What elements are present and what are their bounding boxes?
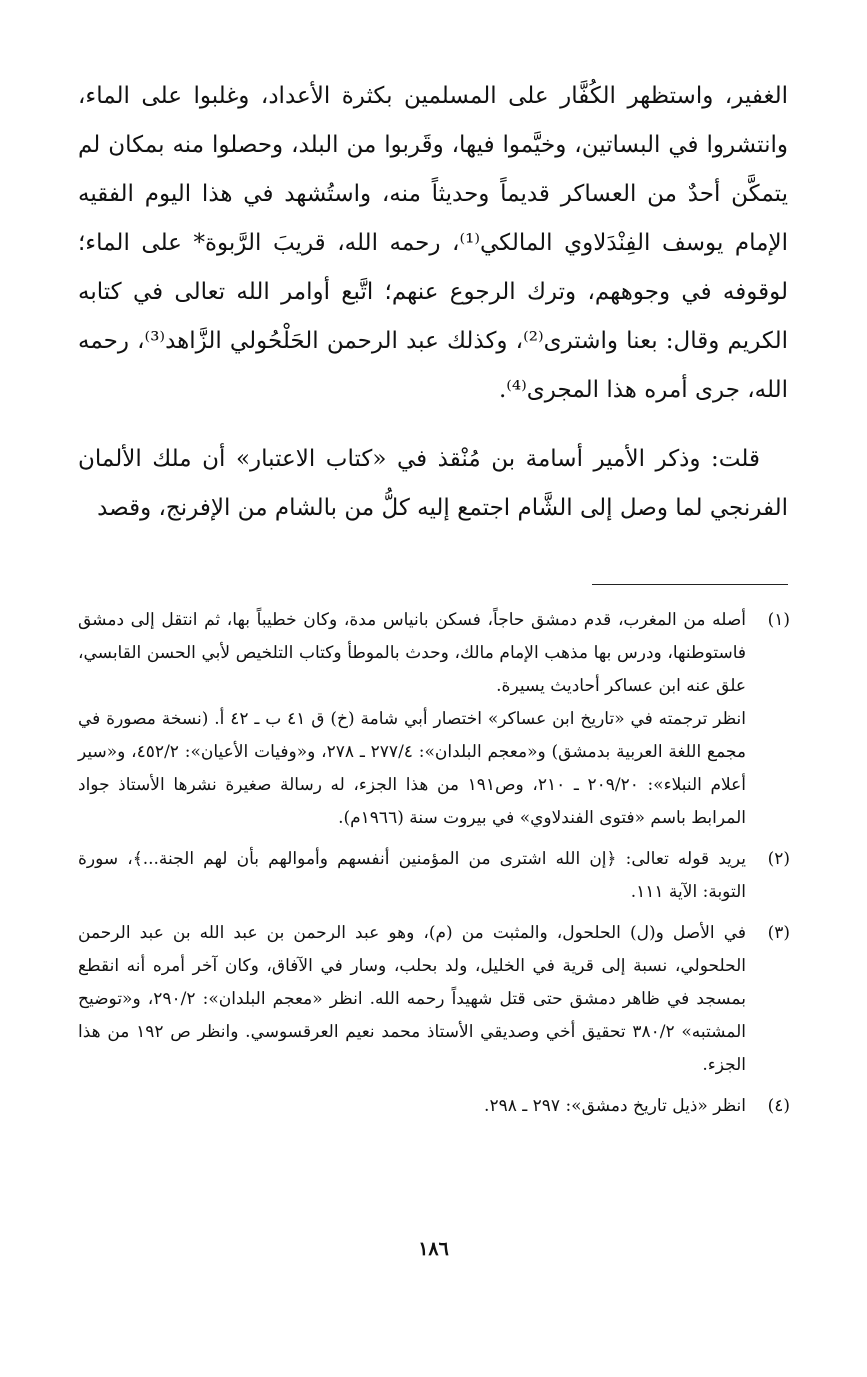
footnote-separator bbox=[592, 584, 788, 585]
footnotes bbox=[78, 604, 790, 1123]
footnote-1 bbox=[78, 604, 790, 835]
footnote-text: يريد قوله تعالى: ﴿إن الله اشترى من المؤمنين أنفسهم وأموالهم بأن لهم الجنة...﴾، سورة التوبة: الآية ١١١. bbox=[78, 849, 746, 902]
footnote-text: انظر «ذيل تاريخ دمشق»: ٢٩٧ ـ ٢٩٨. bbox=[484, 1096, 746, 1116]
footnote-text: أصله من المغرب، قدم دمشق حاجاً، فسكن بانياس مدة، وكان خطيباً بها، ثم انتقل إلى دمشق فاستوطنها، ودرس بها مذهب الإمام مالك، وحدث بالموطأ وكتاب التلخيص لأبي الحسن القابسي، علق عنه ابن عساكر أحاديث يسيرة. bbox=[78, 610, 746, 696]
footnote-3 bbox=[78, 917, 790, 1082]
footnote-number: (٢) bbox=[767, 849, 790, 869]
page-number: ١٨٦ bbox=[418, 1238, 449, 1260]
footnote-4 bbox=[78, 1090, 790, 1123]
paragraph-1: الغفير، واستظهر الكُفَّار على المسلمين بكثرة الأعداد، وغلبوا على الماء، وانتشروا في البساتين، وخيَّموا فيها، وقَربوا من البلد، وحصلوا منه بمكان لم يتمكَّن أحدٌ من العساكر قديماً وحديثاً منه، واستُشهد في هذا اليوم الفقيه الإمام يوسف الفِنْدَلاوي المالكي⁽¹⁾، رحمه الله، قريبَ الرَّبوة* على الماء؛ لوقوفه في وجوههم، وترك الرجوع عنهم؛ اتَّبع أوامر الله تعالى في كتابه الكريم وقال: بعنا واشترى⁽²⁾، وكذلك عبد الرحمن الحَلْحُولي الزَّاهد⁽³⁾، رحمه الله، جرى أمره هذا المجرى⁽⁴⁾. bbox=[78, 83, 788, 403]
footnote-2 bbox=[78, 843, 790, 909]
footnote-number: (١) bbox=[767, 610, 790, 630]
paragraph-2: قلت: وذكر الأمير أسامة بن مُنْقذ في «كتاب الاعتبار» أن ملك الألمان الفرنجي لما وصل إلى الشَّام اجتمع إليه كلُّ من بالشام من الإفرنج، وقصد bbox=[78, 446, 788, 521]
footnote-number: (٣) bbox=[767, 923, 790, 943]
footnote-text: في الأصل و(ل) الحلحول، والمثبت من (م)، وهو عبد الرحمن بن عبد الله بن عبد الرحمن الحلحولي، نسبة إلى قرية في الخليل، ولد بحلب، وسار في الآفاق، وكان آخر أمره أنه انقطع بمسجد في ظاهر دمشق حتى قتل شهيداً رحمه الله. انظر «معجم البلدان»: ٢٩٠/٢، و«توضيح المشتبه» ٣٨٠/٢ تحقيق أخي وصديقي الأستاذ محمد نعيم العرقسوسي. وانظر ص ١٩٢ من هذا الجزء. bbox=[78, 923, 747, 1075]
footnote-number: (٤) bbox=[767, 1096, 790, 1116]
footnote-text-continued: انظر ترجمته في «تاريخ ابن عساكر» اختصار أبي شامة (خ) ق ٤١ ب ـ ٤٢ أ. (نسخة مصورة في مجمع اللغة العربية بدمشق) و«معجم البلدان»: ٢٧٧/٤ ـ ٢٧٨، و«وفيات الأعيان»: ٤٥٢/٢، و«سير أعلام النبلاء»: ٢٠٩/٢٠ ـ ٢١٠، وص١٩١ من هذا الجزء، له رسالة صغيرة نشرها الأستاذ جواد المرابط باسم «فتوى الفندلاوي» في بيروت سنة (١٩٦٦م). bbox=[78, 709, 747, 828]
main-text bbox=[78, 72, 788, 533]
